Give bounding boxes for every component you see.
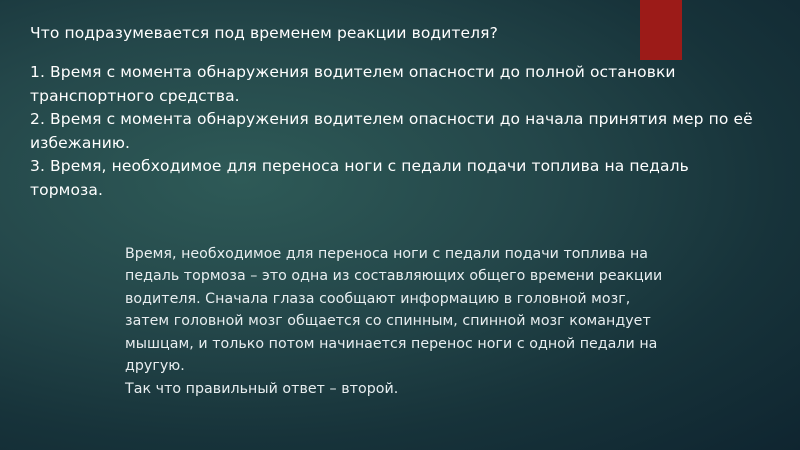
answer-option-1: 1. Время с момента обнаружения водителем опасности до полной остановки транспортного средства.: [30, 63, 676, 105]
page-title: [30, 22, 760, 45]
explanation-paragraph-2: Так что правильный ответ – второй.: [125, 380, 399, 397]
answer-option-2: 2. Время с момента обнаружения водителем опасности до начала принятия мер по её избежанию.: [30, 110, 753, 152]
explanation-paragraph-1: Время, необходимое для переноса ноги с педали подачи топлива на педаль тормоза – это одна из составляющих общего времени реакции водителя. Сначала глаза сообщают информацию в головной мозг, затем головной мозг общается со спинным, спинной мозг командует мышцам, и только потом начинается перенос ноги с одной педали на другую.: [125, 246, 663, 375]
slide-content: [30, 22, 760, 203]
title-text: Что подразумевается под временем реакции водителя?: [30, 24, 498, 42]
answer-options: [30, 61, 760, 202]
explanation-block: [125, 243, 665, 400]
answer-option-3: 3. Время, необходимое для переноса ноги с педали подачи топлива на педаль тормоза.: [30, 157, 689, 199]
title-body-spacer: [30, 45, 760, 61]
